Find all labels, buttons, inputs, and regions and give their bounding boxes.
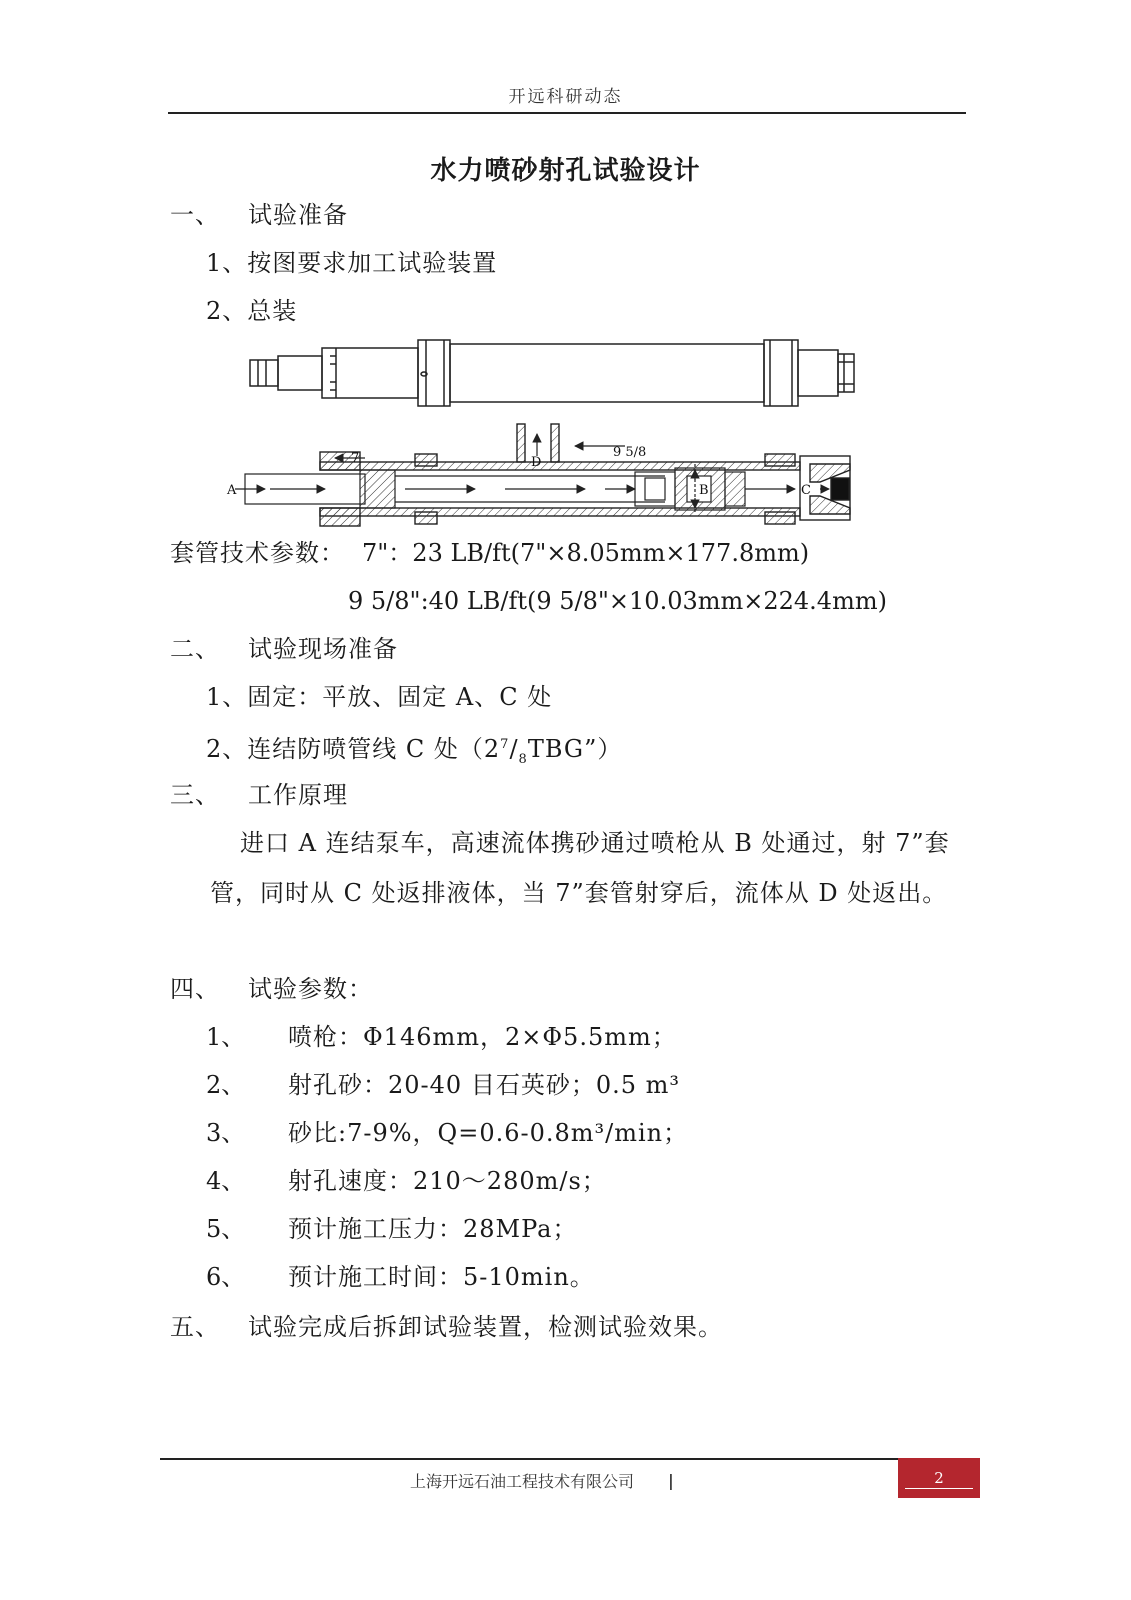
section-2-item-1: 1、固定：平放、固定 A、C 处 bbox=[206, 683, 553, 711]
page-number: 2 bbox=[934, 1469, 944, 1487]
section-3-number: 三、 bbox=[170, 781, 220, 809]
param-4-text: 射孔速度：210～280m/s； bbox=[288, 1167, 607, 1195]
section-4-number: 四、 bbox=[170, 975, 220, 1003]
fraction-denominator: 8 bbox=[518, 751, 528, 767]
section-2-item-2 bbox=[206, 730, 622, 775]
section-1-item-2: 2、总装 bbox=[206, 297, 298, 325]
section-5-number: 五、 bbox=[170, 1313, 220, 1341]
section-1-item-1: 1、按图要求加工试验装置 bbox=[206, 249, 498, 277]
param-5-number: 5、 bbox=[206, 1215, 246, 1243]
section-2-item-2-post: TBG”） bbox=[527, 735, 623, 763]
param-6-text: 预计施工时间：5-10min。 bbox=[288, 1263, 595, 1291]
casing-params-label: 套管技术参数： bbox=[170, 539, 345, 567]
param-6-number: 6、 bbox=[206, 1263, 246, 1291]
document-title: 水力喷砂射孔试验设计 bbox=[430, 156, 701, 186]
param-2-text: 射孔砂：20-40 目石英砂；0.5 m³ bbox=[288, 1071, 680, 1099]
section-2-item-2-pre: 2、连结防喷管线 C 处（2 bbox=[206, 735, 501, 763]
header-rule bbox=[168, 112, 966, 114]
page-number-underline bbox=[905, 1488, 973, 1489]
outer-casing-bottom-wall bbox=[320, 508, 800, 516]
footer-separator: | bbox=[668, 1471, 674, 1490]
label-size-7: 7 bbox=[351, 451, 360, 466]
working-principle-paragraph: 进口 A 连结泵车，高速流体携砂通过喷枪从 B 处通过，射 7”套管，同时从 C 处返排液体，当 7”套管射穿后，流体从 D 处返出。 bbox=[210, 829, 950, 907]
footer-rule bbox=[160, 1458, 900, 1460]
left-nipple bbox=[250, 360, 278, 386]
section-1-title: 试验准备 bbox=[248, 201, 348, 229]
running-header: 开远科研动态 bbox=[508, 87, 623, 107]
casing-params-line-1: 7"：23 LB/ft(7"×8.05mm×177.8mm) bbox=[362, 539, 810, 567]
right-cap bbox=[798, 350, 838, 396]
right-coupling bbox=[764, 340, 798, 406]
fraction-numerator: 7 bbox=[500, 737, 510, 752]
plug-block bbox=[831, 478, 849, 500]
section-3-title: 工作原理 bbox=[248, 781, 348, 809]
section-4-title: 试验参数： bbox=[248, 975, 373, 1003]
outer-casing-top-wall bbox=[320, 462, 800, 470]
param-5-text: 预计施工压力：28MPa； bbox=[288, 1215, 578, 1243]
param-1-number: 1、 bbox=[206, 1023, 246, 1051]
left-shaft bbox=[278, 356, 322, 390]
fraction-slash: / bbox=[509, 735, 519, 763]
param-3-number: 3、 bbox=[206, 1119, 246, 1147]
section-5-title: 试验完成后拆卸试验装置，检测试验效果。 bbox=[248, 1313, 723, 1341]
casing-params-line-2: 9 5/8":40 LB/ft(9 5/8"×10.03mm×224.4mm) bbox=[348, 587, 887, 615]
page-number-box bbox=[898, 1458, 980, 1498]
section-2-title: 试验现场准备 bbox=[248, 635, 398, 663]
label-size-9-5-8: 9 5/8 bbox=[613, 445, 647, 460]
label-C: C bbox=[801, 483, 811, 498]
footer-company: 上海开远石油工程技术有限公司 bbox=[410, 1472, 635, 1491]
param-1-text: 喷枪：Φ146mm，2×Φ5.5mm； bbox=[288, 1023, 677, 1051]
section-2-number: 二、 bbox=[170, 635, 220, 663]
label-A: A bbox=[227, 483, 237, 498]
assembly-section-drawing bbox=[225, 420, 885, 530]
label-D: D bbox=[531, 455, 542, 470]
param-4-number: 4、 bbox=[206, 1167, 246, 1195]
param-2-number: 2、 bbox=[206, 1071, 246, 1099]
left-coupling bbox=[418, 340, 450, 406]
param-3-text: 砂比:7-9%，Q=0.6-0.8m³/min； bbox=[288, 1119, 689, 1147]
main-casing bbox=[450, 344, 764, 402]
assembly-exterior-drawing bbox=[240, 330, 870, 420]
label-B: B bbox=[699, 483, 709, 498]
section-1-number: 一、 bbox=[170, 201, 220, 229]
